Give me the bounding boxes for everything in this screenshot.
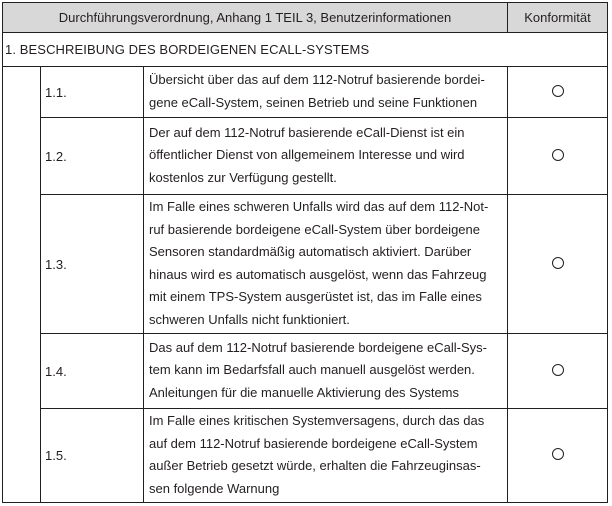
conformity-cell <box>508 118 608 195</box>
description-line: Im Falle eines schweren Unfalls wird das auf dem 112-Not- <box>149 199 489 214</box>
item-description <box>144 195 508 334</box>
indent-cell <box>3 67 41 118</box>
regulation-header: Durchführungsverordnung, Anhang 1 TEIL 3, Benutzerinformationen <box>3 3 508 33</box>
description-line: Im Falle eines kritischen Systemversagens, durch das das <box>149 413 485 428</box>
description-line: tem kann im Bedarfsfall auch manuell ausgelöst werden. <box>149 362 475 378</box>
indent-cell <box>3 334 41 409</box>
circle-icon <box>552 448 564 460</box>
description-line: mit einem TPS-System ausgerüstet ist, das im Falle eines <box>149 289 482 304</box>
description-line: Anleitungen für die manuelle Aktivierung des Systems <box>149 384 460 400</box>
item-description <box>144 118 508 195</box>
description-line: Sensoren standardmäßig automatisch aktiviert. Darüber <box>149 244 472 259</box>
table-row <box>3 118 608 195</box>
description-line: Der auf dem 112-Notruf basierende eCall-Dienst ist ein <box>149 124 465 140</box>
item-number: 1.1. <box>41 67 144 118</box>
description-line: auf dem 112-Notruf basierende bordeigene eCall-System <box>149 435 478 451</box>
description-line: Das auf dem 112-Notruf basierende bordeigene eCall-Sys- <box>149 339 487 355</box>
header-row <box>3 3 608 33</box>
circle-icon <box>552 149 564 161</box>
indent-cell <box>3 409 41 503</box>
item-description <box>144 409 508 503</box>
conformity-header: Konformität <box>508 3 608 33</box>
circle-icon <box>552 85 564 97</box>
description-line: ruf basierende bordeigene eCall-System über bordeigene <box>149 221 480 237</box>
item-number: 1.5. <box>41 409 144 503</box>
indent-cell <box>3 118 41 195</box>
item-number: 1.2. <box>41 118 144 195</box>
conformity-cell <box>508 195 608 334</box>
table-row <box>3 409 608 503</box>
conformity-cell <box>508 409 608 503</box>
item-number: 1.3. <box>41 195 144 334</box>
indent-cell <box>3 195 41 334</box>
item-description <box>144 67 508 118</box>
description-line: kostenlos zur Verfügung gestellt. <box>149 169 337 185</box>
table-row <box>3 67 608 118</box>
description-line: außer Betrieb gesetzt würde, erhalten die Fahrzeuginsas- <box>149 458 481 473</box>
table-body <box>3 33 608 503</box>
circle-icon <box>552 257 564 269</box>
item-description <box>144 334 508 409</box>
table-row <box>3 195 608 334</box>
description-line: schweren Unfalls nicht funktioniert. <box>149 311 350 327</box>
description-line: öffentlicher Dienst von allgemeinem Interesse und wird <box>149 147 465 163</box>
description-line: gene eCall-System, seinen Betrieb und seine Funktionen <box>149 94 478 110</box>
conformity-cell <box>508 334 608 409</box>
description-line: hinaus wird es automatisch ausgelöst, wenn das Fahrzeug <box>149 266 487 282</box>
section-row <box>3 33 608 67</box>
conformity-table <box>2 2 608 503</box>
item-number: 1.4. <box>41 334 144 409</box>
description-line: sen folgende Warnung <box>149 480 280 496</box>
section-title: 1. BESCHREIBUNG DES BORDEIGENEN ECALL-SYSTEMS <box>3 33 608 67</box>
circle-icon <box>552 364 564 376</box>
description-line: Übersicht über das auf dem 112-Notruf basierende bordei- <box>149 72 485 87</box>
conformity-cell <box>508 67 608 118</box>
table-row <box>3 334 608 409</box>
